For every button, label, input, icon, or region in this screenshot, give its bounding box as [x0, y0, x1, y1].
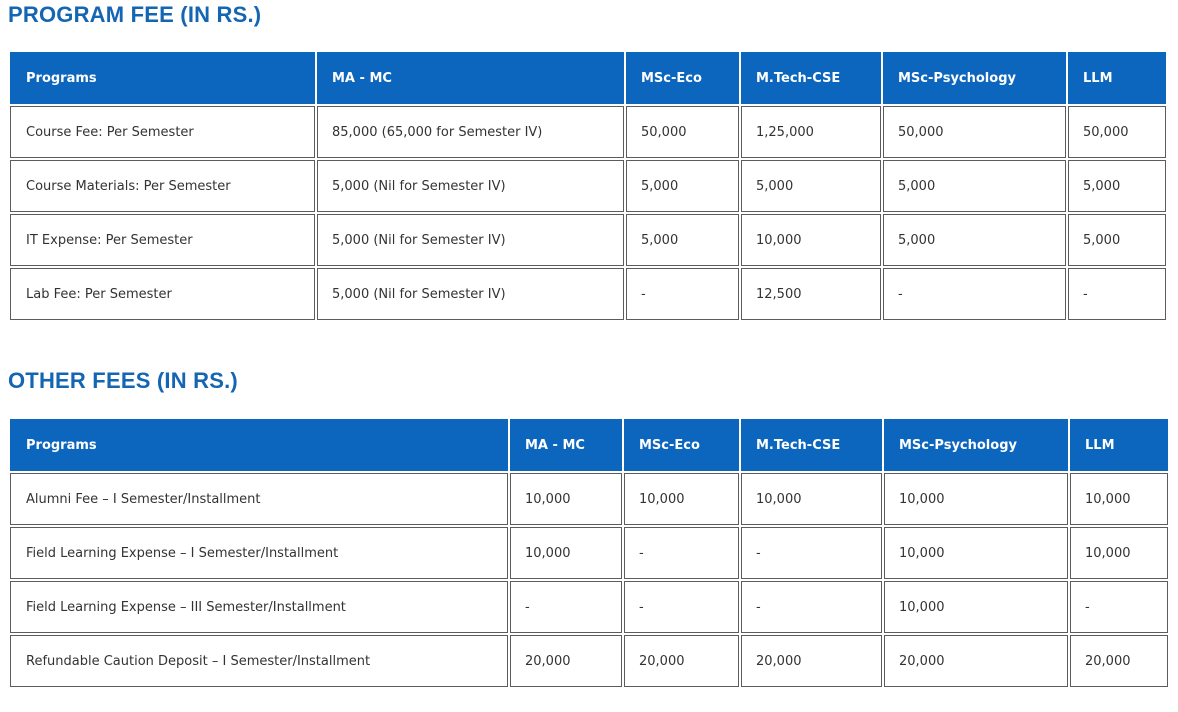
table-row: [10, 214, 1166, 266]
other-fees-title: OTHER FEES (IN RS.): [8, 368, 238, 393]
row-label: Lab Fee: Per Semester: [10, 268, 315, 320]
column-header: LLM: [1070, 419, 1168, 471]
table-row: [10, 473, 1168, 525]
program-fee-table: [8, 50, 1168, 322]
table-row: [10, 106, 1166, 158]
column-header: MA - MC: [510, 419, 622, 471]
table-cell: 10,000: [510, 527, 622, 579]
table-cell: -: [1068, 268, 1166, 320]
table-cell: 50,000: [626, 106, 739, 158]
table-row: [10, 268, 1166, 320]
table-cell: 10,000: [884, 527, 1068, 579]
table-cell: -: [883, 268, 1066, 320]
column-header: Programs: [10, 419, 508, 471]
table-cell: 20,000: [624, 635, 739, 687]
table-row: [10, 527, 1168, 579]
table-cell: 20,000: [1070, 635, 1168, 687]
column-header: M.Tech-CSE: [741, 52, 881, 104]
table-cell: 5,000 (Nil for Semester IV): [317, 268, 624, 320]
table-cell: 5,000: [741, 160, 881, 212]
table-cell: 50,000: [1068, 106, 1166, 158]
table-cell: -: [626, 268, 739, 320]
table-cell: 5,000: [883, 160, 1066, 212]
row-label: Course Materials: Per Semester: [10, 160, 315, 212]
table-cell: 10,000: [1070, 527, 1168, 579]
row-label: Course Fee: Per Semester: [10, 106, 315, 158]
column-header: MSc-Eco: [626, 52, 739, 104]
column-header: MSc-Psychology: [884, 419, 1068, 471]
column-header: MSc-Eco: [624, 419, 739, 471]
column-header: LLM: [1068, 52, 1166, 104]
table-cell: 5,000 (Nil for Semester IV): [317, 214, 624, 266]
table-header-row: [10, 419, 1168, 471]
table-row: [10, 581, 1168, 633]
table-cell: 5,000: [626, 160, 739, 212]
table-cell: 20,000: [741, 635, 882, 687]
table-cell: 10,000: [884, 473, 1068, 525]
row-label: Refundable Caution Deposit – I Semester/Installment: [10, 635, 508, 687]
table-cell: 10,000: [624, 473, 739, 525]
table-cell: 1,25,000: [741, 106, 881, 158]
column-header: M.Tech-CSE: [741, 419, 882, 471]
table-cell: 10,000: [510, 473, 622, 525]
other-fees-table: [8, 417, 1170, 689]
table-cell: -: [1070, 581, 1168, 633]
row-label: IT Expense: Per Semester: [10, 214, 315, 266]
table-cell: 10,000: [884, 581, 1068, 633]
table-cell: 5,000 (Nil for Semester IV): [317, 160, 624, 212]
table-row: [10, 635, 1168, 687]
table-cell: 10,000: [741, 214, 881, 266]
table-cell: -: [741, 581, 882, 633]
table-cell: 5,000: [626, 214, 739, 266]
table-cell: 50,000: [883, 106, 1066, 158]
table-cell: -: [624, 527, 739, 579]
table-cell: 20,000: [510, 635, 622, 687]
table-row: [10, 160, 1166, 212]
table-cell: -: [624, 581, 739, 633]
column-header: Programs: [10, 52, 315, 104]
table-cell: -: [510, 581, 622, 633]
table-cell: 10,000: [741, 473, 882, 525]
table-cell: 20,000: [884, 635, 1068, 687]
row-label: Field Learning Expense – I Semester/Installment: [10, 527, 508, 579]
table-cell: 10,000: [1070, 473, 1168, 525]
table-cell: 5,000: [1068, 160, 1166, 212]
table-cell: 12,500: [741, 268, 881, 320]
table-cell: -: [741, 527, 882, 579]
table-cell: 5,000: [1068, 214, 1166, 266]
row-label: Alumni Fee – I Semester/Installment: [10, 473, 508, 525]
column-header: MA - MC: [317, 52, 624, 104]
table-cell: 5,000: [883, 214, 1066, 266]
column-header: MSc-Psychology: [883, 52, 1066, 104]
row-label: Field Learning Expense – III Semester/Installment: [10, 581, 508, 633]
table-header-row: [10, 52, 1166, 104]
table-cell: 85,000 (65,000 for Semester IV): [317, 106, 624, 158]
program-fee-title: PROGRAM FEE (IN RS.): [8, 2, 262, 27]
